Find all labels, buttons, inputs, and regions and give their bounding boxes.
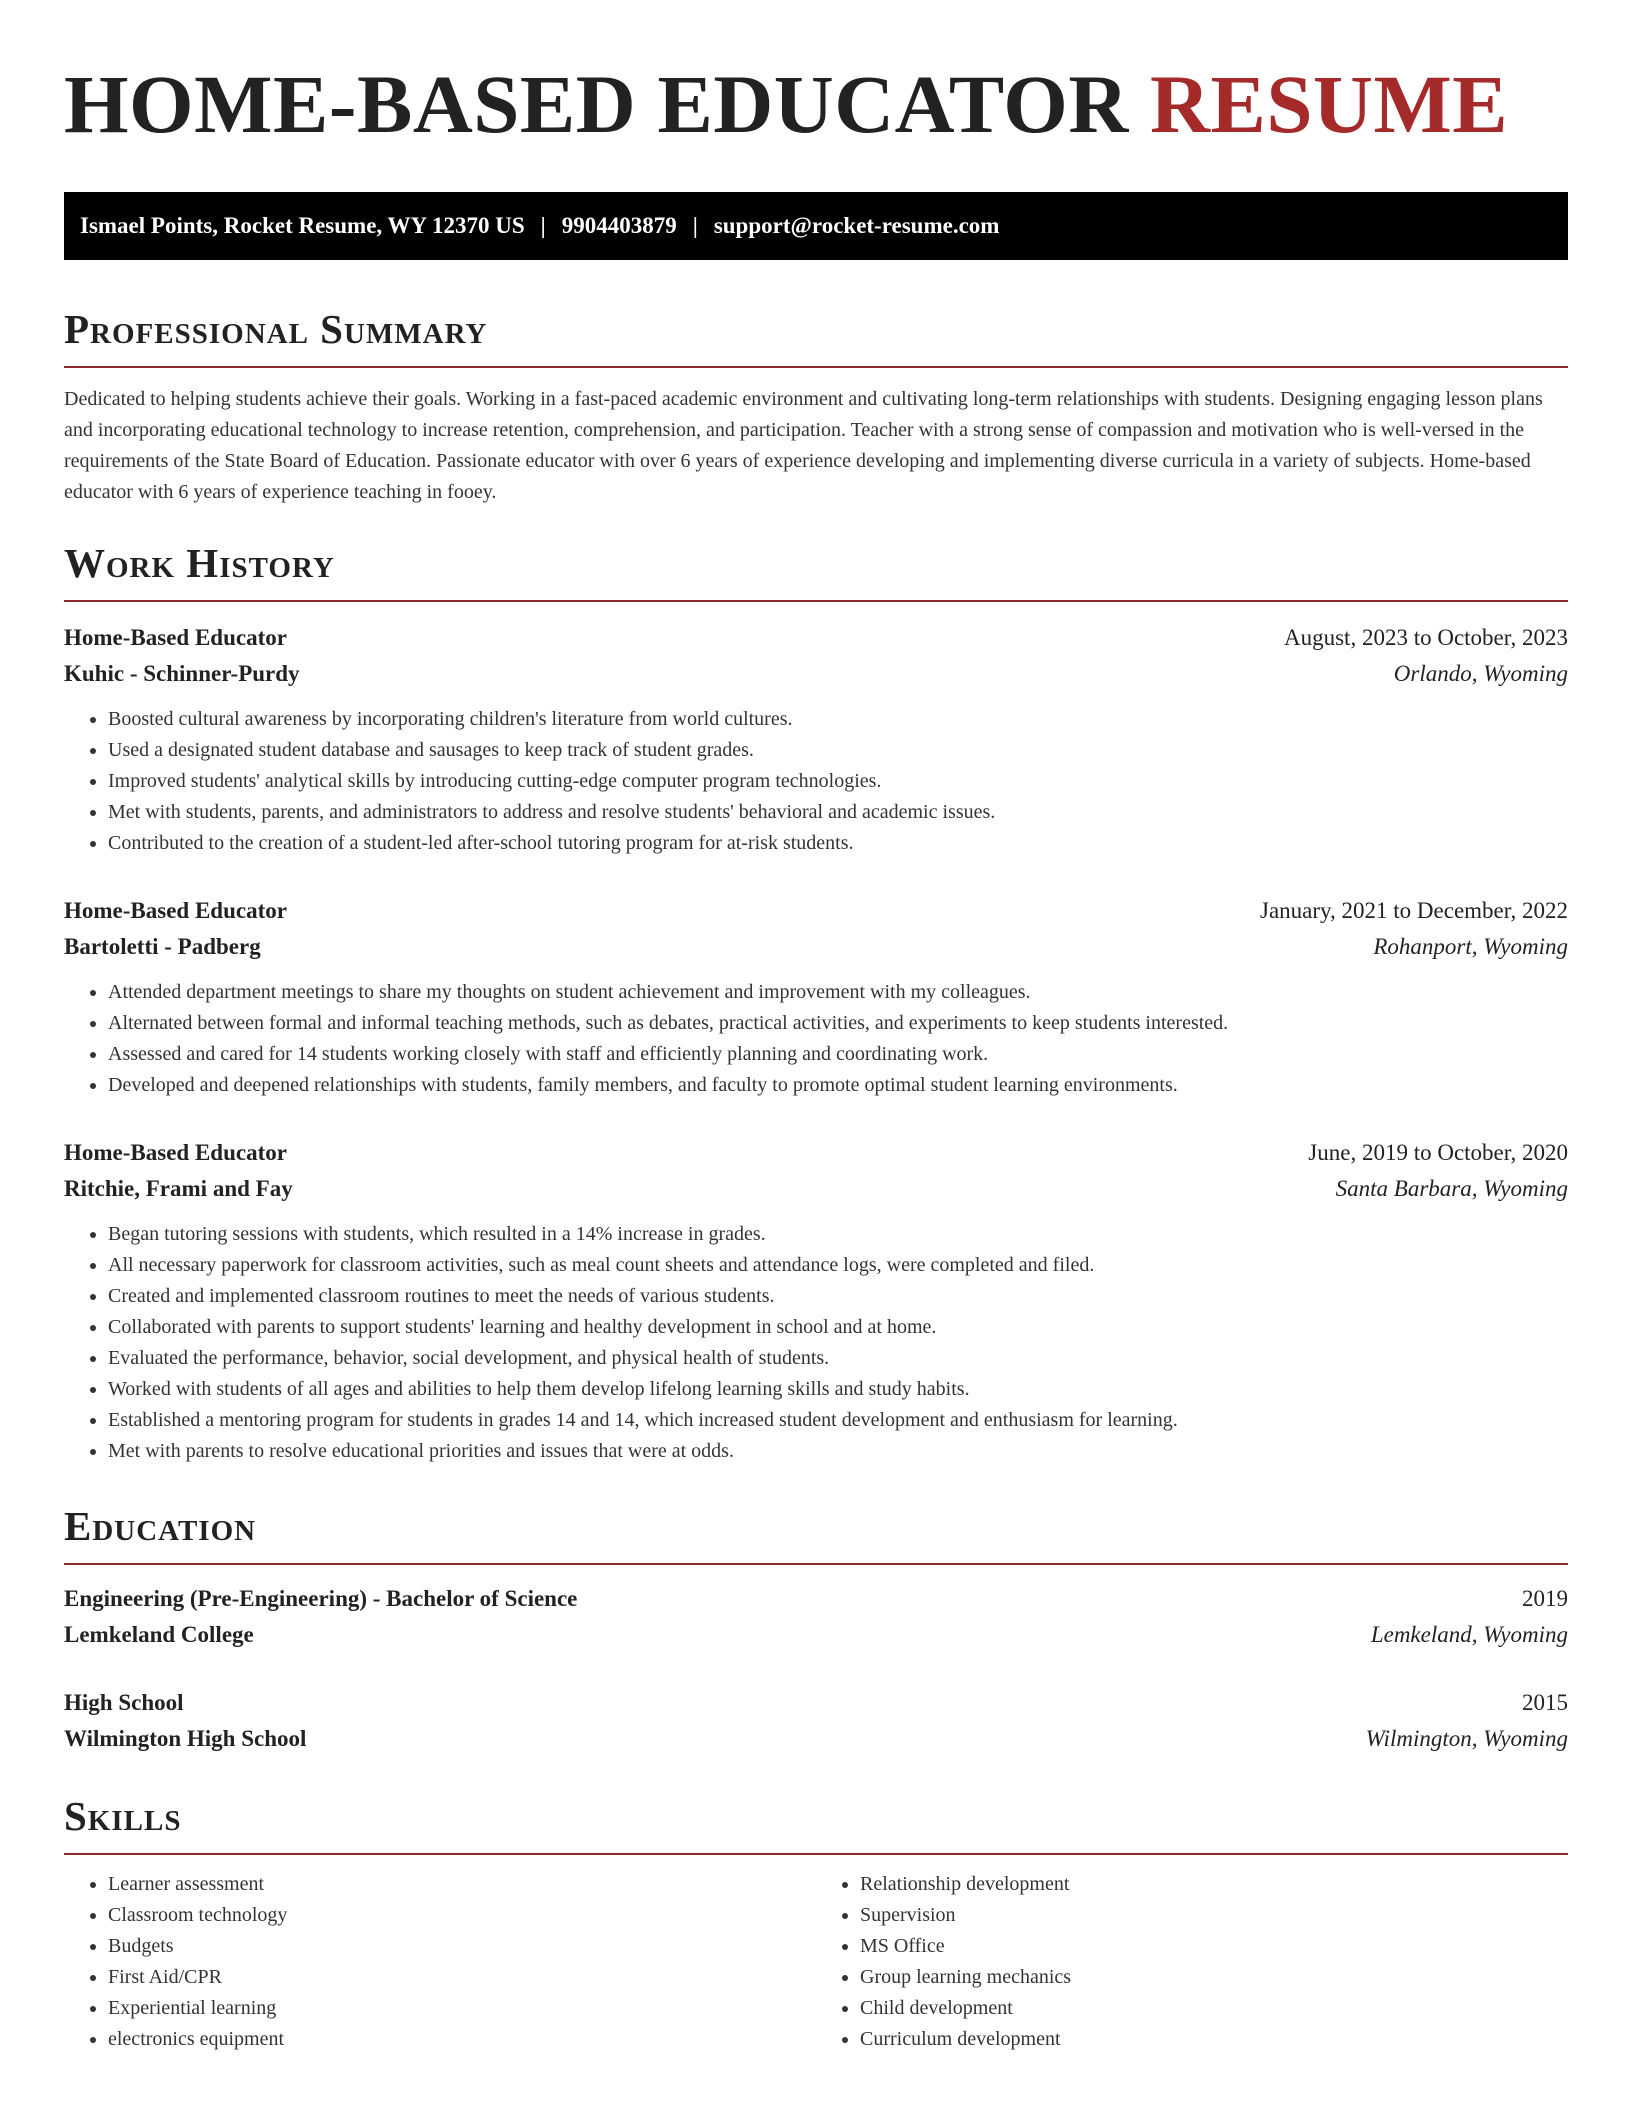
skill-item: • Relationship development (860, 1869, 1568, 1900)
job-company: Ritchie, Frami and Fay (64, 1176, 293, 1201)
job-bullets (64, 977, 1568, 1101)
skill-item: • Classroom technology (108, 1900, 816, 1931)
job-bullet: • Created and implemented classroom routines to meet the needs of various students. (108, 1281, 1568, 1312)
job-bullet: • Alternated between formal and informal teaching methods, such as debates, practical activities, and experiments to keep students interested. (108, 1008, 1568, 1039)
job-title: Home-Based Educator (64, 625, 287, 650)
contact-separator: | (692, 213, 698, 238)
job-location: Orlando, Wyoming (1393, 661, 1568, 686)
summary-text: Dedicated to helping students achieve their goals. Working in a fast-paced academic environment and cultivating long-term relationships with students. Designing engaging lesson plans and incorporating educational technology to increase retention, comprehension, and participation. Teacher with a strong sense of compassion and motivation who is well-versed in the requirements of the State Board of Education. Passionate educator with over 6 years of experience developing and implementing diverse curricula in a variety of subjects. Home-based educator with 6 years of experience teaching in fooey. (64, 388, 1543, 503)
job-bullet: • Evaluated the performance, behavior, social development, and physical health of students. (108, 1343, 1568, 1374)
summary-section (64, 304, 1568, 508)
job-bullet: • Established a mentoring program for students in grades 14 and 14, which increased student development and enthusiasm for learning. (108, 1405, 1568, 1436)
job-bullet: • Improved students' analytical skills by introducing cutting-edge computer program technologies. (108, 766, 1568, 797)
job-header-row (64, 893, 1568, 929)
job-dates: January, 2021 to December, 2022 (1260, 898, 1568, 923)
skill-item: • Curriculum development (860, 2024, 1568, 2055)
work-history-heading: Work History (64, 540, 335, 586)
education-entry (64, 1685, 1568, 1757)
contact-bar (64, 192, 1568, 260)
job-bullet: • Contributed to the creation of a student-led after-school tutoring program for at-risk students. (108, 828, 1568, 859)
job-bullet: • Began tutoring sessions with students, which resulted in a 14% increase in grades. (108, 1219, 1568, 1250)
education-year: 2015 (1522, 1690, 1568, 1715)
job-title: Home-Based Educator (64, 1140, 287, 1165)
job-bullet: • Boosted cultural awareness by incorporating children's literature from world cultures. (108, 704, 1568, 735)
education-school-row (64, 1617, 1568, 1653)
skill-item: • electronics equipment (108, 2024, 816, 2055)
work-history-section (64, 538, 1568, 1467)
education-school: Wilmington High School (64, 1726, 307, 1751)
contact-separator: | (540, 213, 546, 238)
education-degree-row (64, 1685, 1568, 1721)
job-title: Home-Based Educator (64, 898, 287, 923)
job-company-row (64, 1171, 1568, 1207)
job-bullet: • Assessed and cared for 14 students working closely with staff and efficiently planning and coordinating work. (108, 1039, 1568, 1070)
section-divider (64, 600, 1568, 602)
skills-section (64, 1791, 1568, 2055)
job-dates: June, 2019 to October, 2020 (1308, 1140, 1568, 1165)
contact-email: support@rocket-resume.com (713, 213, 1000, 238)
job-company: Kuhic - Schinner-Purdy (64, 661, 300, 686)
title-accent: RESUME (1150, 58, 1509, 150)
education-location: Lemkeland, Wyoming (1370, 1622, 1568, 1647)
job-dates: August, 2023 to October, 2023 (1284, 625, 1568, 650)
education-school-row (64, 1721, 1568, 1757)
skill-item: • First Aid/CPR (108, 1962, 816, 1993)
skill-item: • Child development (860, 1993, 1568, 2024)
education-degree-row (64, 1581, 1568, 1617)
skills-heading: Skills (64, 1793, 182, 1839)
summary-heading: Professional Summary (64, 306, 488, 352)
job-company-row (64, 929, 1568, 965)
job-company-row (64, 656, 1568, 692)
title-main: HOME-BASED EDUCATOR (64, 58, 1129, 150)
skills-list-left (64, 1869, 816, 2055)
job-header-row (64, 1135, 1568, 1171)
education-degree: High School (64, 1690, 184, 1715)
job-bullet: • Met with parents to resolve educational priorities and issues that were at odds. (108, 1436, 1568, 1467)
education-entry (64, 1581, 1568, 1653)
job-bullet: • Met with students, parents, and administrators to address and resolve students' behavioral and academic issues. (108, 797, 1568, 828)
education-location: Wilmington, Wyoming (1365, 1726, 1568, 1751)
skill-item: • Group learning mechanics (860, 1962, 1568, 1993)
education-heading: Education (64, 1503, 257, 1549)
skills-columns (64, 1869, 1568, 2055)
education-degree: Engineering (Pre-Engineering) - Bachelor of Science (64, 1586, 578, 1611)
skill-item: • MS Office (860, 1931, 1568, 1962)
skills-list-right (816, 1869, 1568, 2055)
job-company: Bartoletti - Padberg (64, 934, 261, 959)
section-divider (64, 1853, 1568, 1855)
job-bullet: • Worked with students of all ages and abilities to help them develop lifelong learning skills and study habits. (108, 1374, 1568, 1405)
job-bullet: • Attended department meetings to share my thoughts on student achievement and improvement with my colleagues. (108, 977, 1568, 1008)
job-entry (64, 1135, 1568, 1467)
resume-title (64, 58, 1568, 150)
job-bullets (64, 1219, 1568, 1467)
job-entry (64, 893, 1568, 1101)
education-school: Lemkeland College (64, 1622, 254, 1647)
skill-item: • Experiential learning (108, 1993, 816, 2024)
job-location: Rohanport, Wyoming (1373, 934, 1568, 959)
education-section (64, 1501, 1568, 1757)
section-divider (64, 1563, 1568, 1565)
job-bullet: • Developed and deepened relationships with students, family members, and faculty to promote optimal student learning environments. (108, 1070, 1568, 1101)
skill-item: • Learner assessment (108, 1869, 816, 1900)
skill-item: • Supervision (860, 1900, 1568, 1931)
contact-address: Ismael Points, Rocket Resume, WY 12370 US (80, 213, 525, 238)
job-location: Santa Barbara, Wyoming (1335, 1176, 1568, 1201)
skill-item: • Budgets (108, 1931, 816, 1962)
section-divider (64, 366, 1568, 368)
job-header-row (64, 620, 1568, 656)
job-bullets (64, 704, 1568, 859)
education-year: 2019 (1522, 1586, 1568, 1611)
job-bullet: • Used a designated student database and sausages to keep track of student grades. (108, 735, 1568, 766)
contact-phone: 9904403879 (561, 213, 677, 238)
job-bullet: • Collaborated with parents to support students' learning and healthy development in school and at home. (108, 1312, 1568, 1343)
job-entry (64, 620, 1568, 859)
job-bullet: • All necessary paperwork for classroom activities, such as meal count sheets and attendance logs, were completed and filed. (108, 1250, 1568, 1281)
